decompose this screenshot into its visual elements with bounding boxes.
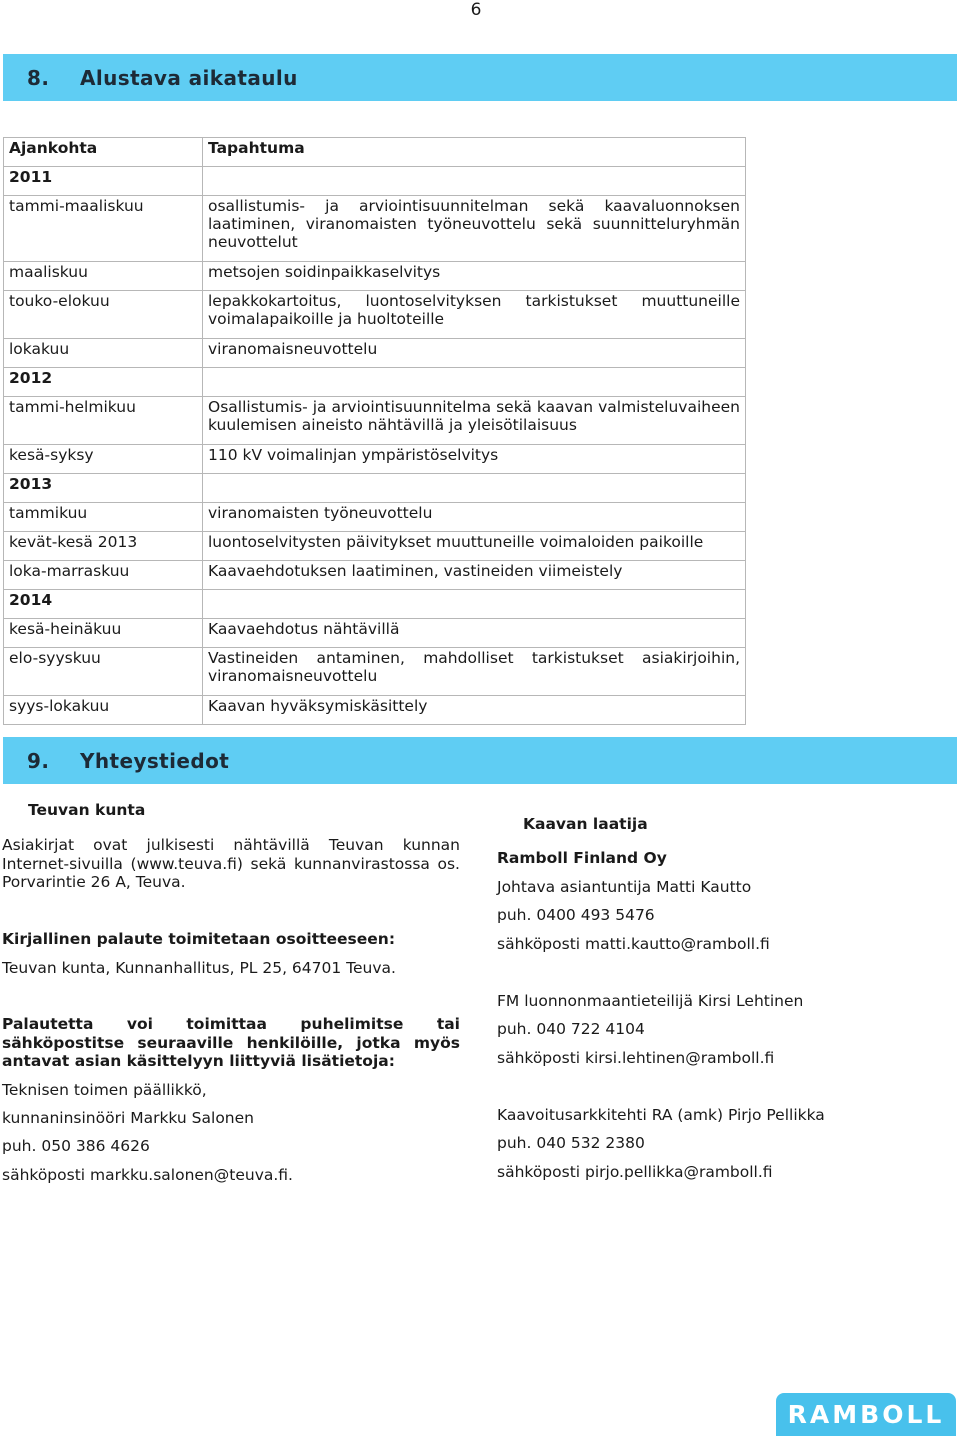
table-row xyxy=(4,397,746,445)
table-row xyxy=(4,590,746,619)
contact-phone: puh. 040 722 4104 xyxy=(497,1020,645,1038)
row-when: tammi-maaliskuu xyxy=(4,196,203,262)
table-row xyxy=(4,619,746,648)
row-event: Osallistumis- ja arviointisuunnitelma sekä kaavan valmisteluvaiheen kuulemisen aineisto nähtävillä ja yleisötilaisuus xyxy=(203,397,746,445)
table-row xyxy=(4,167,746,196)
section-8-heading xyxy=(3,54,957,101)
logo-text: RAMBOLL xyxy=(787,1400,945,1429)
header-tapahtuma: Tapahtuma xyxy=(203,138,746,167)
right-heading: Kaavan laatija xyxy=(523,815,648,833)
row-event xyxy=(203,474,746,503)
row-event: 110 kV voimalinjan ympäristöselvitys xyxy=(203,445,746,474)
left-heading: Teuvan kunta xyxy=(28,801,146,819)
row-when: tammi-helmikuu xyxy=(4,397,203,445)
person-email: sähköposti markku.salonen@teuva.fi. xyxy=(2,1166,293,1184)
row-event: Kaavaehdotuksen laatiminen, vastineiden viimeistely xyxy=(203,561,746,590)
contact-phone: puh. 0400 493 5476 xyxy=(497,906,655,924)
person-name: kunnaninsinööri Markku Salonen xyxy=(2,1109,254,1127)
row-event: osallistumis- ja arviointisuunnitelman sekä kaavaluonnoksen laatiminen, viranomaisten työneuvottelu sekä suunnitteluryhmän neuvottelut xyxy=(203,196,746,262)
table-row xyxy=(4,474,746,503)
row-event xyxy=(203,167,746,196)
row-event: luontoselvitysten päivitykset muuttuneille voimaloiden paikoille xyxy=(203,532,746,561)
table-row xyxy=(4,368,746,397)
row-when: 2012 xyxy=(4,368,203,397)
row-event: metsojen soidinpaikkaselvitys xyxy=(203,262,746,291)
table-row xyxy=(4,561,746,590)
table-row xyxy=(4,696,746,725)
row-when: kevät-kesä 2013 xyxy=(4,532,203,561)
page-number: 6 xyxy=(470,0,482,20)
row-when: 2013 xyxy=(4,474,203,503)
row-when: touko-elokuu xyxy=(4,291,203,339)
row-when: lokakuu xyxy=(4,339,203,368)
table-header-row xyxy=(4,138,746,167)
person-title: Teknisen toimen päällikkö, xyxy=(2,1081,207,1099)
row-when: 2011 xyxy=(4,167,203,196)
row-event: Kaavaehdotus nähtävillä xyxy=(203,619,746,648)
row-when: kesä-syksy xyxy=(4,445,203,474)
table-row xyxy=(4,503,746,532)
contact-name: Kaavoitusarkkitehti RA (amk) Pirjo Pellikka xyxy=(497,1106,825,1124)
person-phone: puh. 050 386 4626 xyxy=(2,1137,150,1155)
row-when: maaliskuu xyxy=(4,262,203,291)
contact-name: Johtava asiantuntija Matti Kautto xyxy=(497,878,752,896)
left-intro: Asiakirjat ovat julkisesti nähtävillä Teuvan kunnan Internet-sivuilla (www.teuva.fi) sekä kunnanvirastossa os. Porvarintie 26 A, Teuva. xyxy=(2,836,460,891)
row-event: lepakkokartoitus, luontoselvityksen tarkistukset muuttuneille voimalapaikoille ja huoltoteille xyxy=(203,291,746,339)
row-when: 2014 xyxy=(4,590,203,619)
row-when: elo-syyskuu xyxy=(4,648,203,696)
row-event xyxy=(203,590,746,619)
table-row xyxy=(4,532,746,561)
contact-email: sähköposti matti.kautto@ramboll.fi xyxy=(497,935,770,953)
table-row xyxy=(4,445,746,474)
table-row xyxy=(4,648,746,696)
row-when: tammikuu xyxy=(4,503,203,532)
row-event: Vastineiden antaminen, mahdolliset tarkistukset asiakirjoihin, viranomaisneuvottelu xyxy=(203,648,746,696)
phone-heading: Palautetta voi toimittaa puhelimitse tai sähköpostitse seuraaville henkilöille, jotka myös antavat asian käsittelyyn liittyviä lisätietoja: xyxy=(2,1015,460,1070)
table-row xyxy=(4,339,746,368)
ramboll-logo xyxy=(776,1393,956,1436)
row-when: loka-marraskuu xyxy=(4,561,203,590)
row-event xyxy=(203,368,746,397)
contact-name: FM luonnonmaantieteilijä Kirsi Lehtinen xyxy=(497,992,804,1010)
section-9-title: Yhteystiedot xyxy=(80,748,230,773)
row-when: syys-lokakuu xyxy=(4,696,203,725)
feedback-heading: Kirjallinen palaute toimitetaan osoitteeseen: xyxy=(2,930,396,948)
contact-email: sähköposti pirjo.pellikka@ramboll.fi xyxy=(497,1163,773,1181)
header-ajankohta: Ajankohta xyxy=(4,138,203,167)
row-event: viranomaisten työneuvottelu xyxy=(203,503,746,532)
section-9-number: 9. xyxy=(27,748,50,773)
feedback-address: Teuvan kunta, Kunnanhallitus, PL 25, 64701 Teuva. xyxy=(2,959,396,977)
row-event: Kaavan hyväksymiskäsittely xyxy=(203,696,746,725)
company-name: Ramboll Finland Oy xyxy=(497,849,667,867)
section-9-heading xyxy=(3,737,957,784)
section-8-number: 8. xyxy=(27,65,50,90)
contact-email: sähköposti kirsi.lehtinen@ramboll.fi xyxy=(497,1049,775,1067)
row-event: viranomaisneuvottelu xyxy=(203,339,746,368)
table-row xyxy=(4,196,746,262)
table-row xyxy=(4,291,746,339)
table-row xyxy=(4,262,746,291)
schedule-table xyxy=(3,137,746,725)
contact-phone: puh. 040 532 2380 xyxy=(497,1134,645,1152)
section-8-title: Alustava aikataulu xyxy=(80,65,298,90)
row-when: kesä-heinäkuu xyxy=(4,619,203,648)
